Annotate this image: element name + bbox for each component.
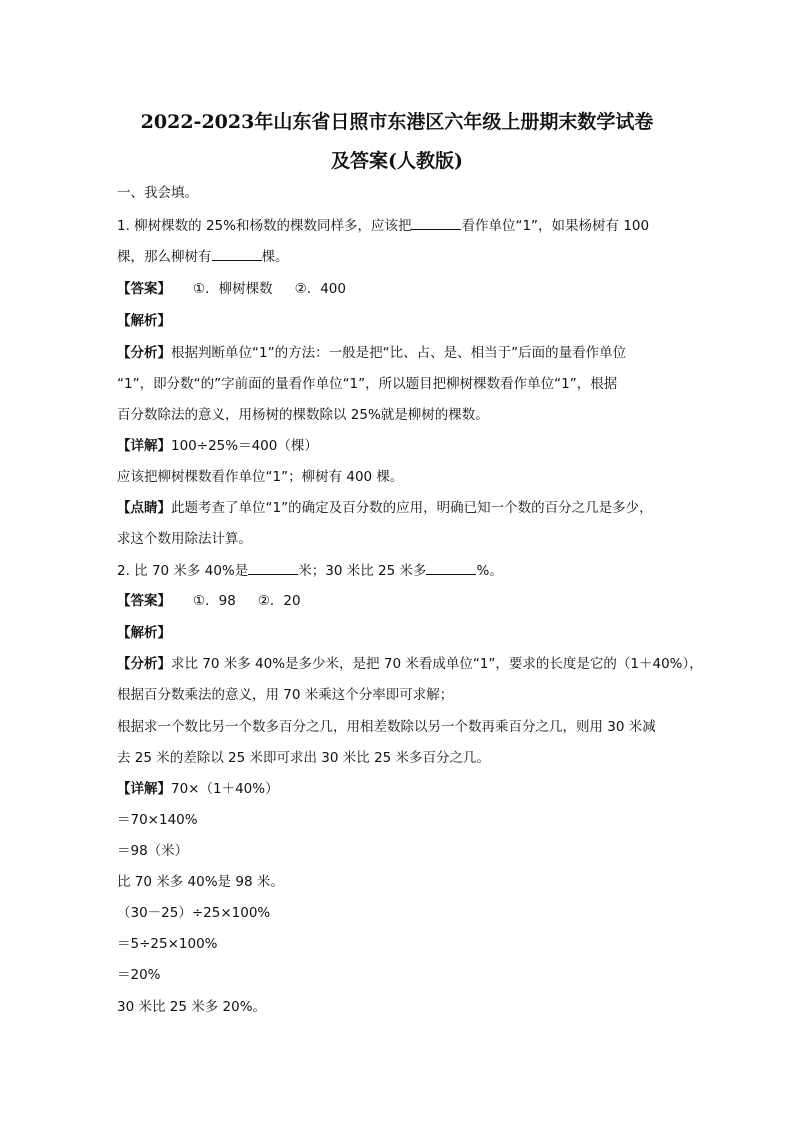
q2-xiangjie-line: ＝20% [117, 967, 161, 983]
xiangjie-text: 100÷25%＝400（棵） [171, 438, 318, 454]
doc-title-line2: 及答案(人教版) [331, 150, 463, 172]
q2-xiangjie-line: 30 米比 25 米多 20%。 [117, 999, 267, 1015]
q1-text: 棵，那么柳树有 [117, 249, 212, 265]
q1-xiangjie-line: 应该把柳树棵数看作单位“1”；柳树有 400 棵。 [117, 469, 404, 485]
xiangjie-label: 【详解】 [117, 438, 171, 454]
q1-jiexi-label: 【解析】 [117, 313, 171, 329]
q1-blank-1[interactable] [411, 217, 461, 230]
q1-fenxi-line: 百分数除法的意义，用杨树的棵数除以 25%就是柳树的棵数。 [117, 407, 489, 423]
q2-jiexi-label: 【解析】 [117, 625, 171, 641]
q1-blank-2[interactable] [212, 248, 262, 261]
q2-text: %。 [476, 563, 503, 579]
answer-1: ①．柳树棵数 [193, 281, 273, 297]
q2-text: 米；30 米比 25 米多 [298, 563, 427, 579]
q2-xiangjie-line: ＝5÷25×100% [117, 936, 218, 952]
answer-2: ②．20 [257, 593, 301, 609]
answer-2: ②．400 [294, 281, 346, 297]
q1-fenxi [117, 344, 626, 362]
dianjing-label: 【点睛】 [117, 500, 171, 516]
q2-xiangjie-line: 比 70 米多 40%是 98 米。 [117, 874, 284, 890]
fenxi-text: 根据判断单位“1”的方法：一般是把“比、占、是、相当于”后面的量看作单位 [171, 345, 627, 361]
q1-text: 1. 柳树棵数的 25%和杨数的棵数同样多，应该把 [117, 218, 412, 234]
q1-line2 [117, 248, 289, 266]
xiangjie-label: 【详解】 [117, 781, 171, 797]
q2-blank-1[interactable] [248, 562, 298, 575]
q2-fenxi-line: 根据求一个数比另一个数多百分之几，用相差数除以另一个数再乘百分之几，则用 30 米减 [117, 719, 656, 735]
q2-fenxi [117, 655, 703, 673]
q2-blank-2[interactable] [426, 562, 476, 575]
q2-xiangjie-line: ＝70×140% [117, 812, 198, 828]
answer-label: 【答案】 [117, 281, 171, 297]
q1-dianjing [117, 499, 653, 517]
section-heading: 一、我会填。 [117, 185, 198, 201]
fenxi-text: 求比 70 米多 40%是多少米，是把 70 米看成单位“1”，要求的长度是它的（1＋40%）， [171, 656, 703, 672]
doc-title-line1: 2022-2023年山东省日照市东港区六年级上册期末数学试卷 [140, 111, 654, 133]
q1-line1 [117, 217, 649, 235]
q2-text: 2. 比 70 米多 40%是 [117, 563, 249, 579]
answer-label: 【答案】 [117, 593, 171, 609]
xiangjie-text: 70×（1＋40%） [171, 781, 279, 797]
q2-xiangjie-line: （30－25）÷25×100% [117, 905, 271, 921]
q1-answer [117, 280, 346, 298]
fenxi-label: 【分析】 [117, 345, 171, 361]
q1-text: 棵。 [261, 249, 289, 265]
q2-xiangjie [117, 780, 279, 798]
q2-answer [117, 592, 301, 610]
fenxi-label: 【分析】 [117, 656, 171, 672]
q1-xiangjie [117, 437, 318, 455]
q2-fenxi-line: 根据百分数乘法的意义，用 70 米乘这个分率即可求解； [117, 687, 454, 703]
q2-xiangjie-line: ＝98（米） [117, 843, 189, 859]
dianjing-text: 此题考查了单位“1”的确定及百分数的应用，明确已知一个数的百分之几是多少， [171, 500, 653, 516]
q1-fenxi-line: “1”，即分数“的”字前面的量看作单位“1”，所以题目把柳树棵数看作单位“1”，根据 [117, 376, 618, 392]
q1-text: 看作单位“1”，如果杨树有 100 [461, 218, 650, 234]
q2-fenxi-line: 去 25 米的差除以 25 米即可求出 30 米比 25 米多百分之几。 [117, 750, 491, 766]
q2-line1 [117, 562, 503, 580]
q1-dianjing-line: 求这个数用除法计算。 [117, 531, 252, 547]
answer-1: ①．98 [193, 593, 236, 609]
